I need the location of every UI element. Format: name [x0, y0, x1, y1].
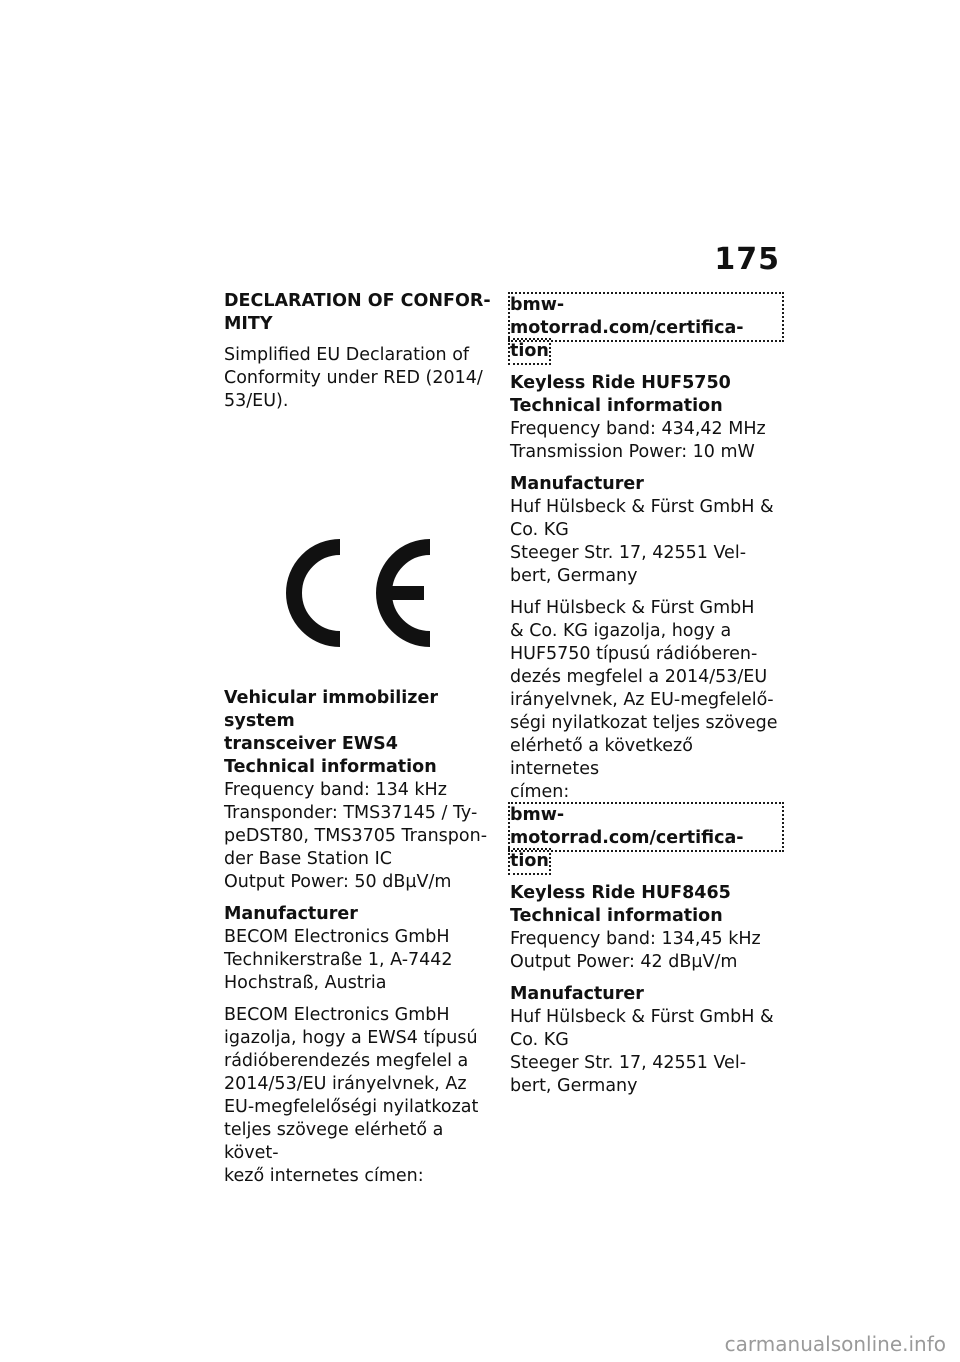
ews4-tech-heading: Technical information [224, 757, 437, 777]
ews4-heading: Vehicular immobilizer system transceiver EWS4 [224, 688, 438, 754]
huf8465-manufacturer-address: Huf Hülsbeck & Fürst GmbH & Co. KG Steeger Str. 17, 42551 Vel- bert, Germany [510, 1007, 774, 1096]
ce-mark-icon [278, 537, 434, 649]
huf8465-manufacturer-heading: Manufacturer [510, 984, 644, 1004]
huf5750-tech-heading: Technical information [510, 396, 723, 416]
huf5750-heading: Keyless Ride HUF5750 [510, 373, 731, 393]
huf8465-tech-heading: Technical information [510, 906, 723, 926]
right-column [510, 290, 782, 1098]
certification-link-2[interactable]: bmw-motorrad.com/certifica- tion [510, 804, 782, 873]
huf5750-manufacturer-heading: Manufacturer [510, 474, 644, 494]
ews4-conformity-statement: BECOM Electronics GmbH igazolja, hogy a EWS4 típusú rádióberendezés megfelel a 2014/53/EU irányelvnek, Az EU-megfelelőségi nyilatkozat teljes szövege elérhető a követ- kező internetes címen: [224, 1005, 479, 1186]
huf8465-heading: Keyless Ride HUF8465 [510, 883, 731, 903]
left-column [224, 290, 492, 1188]
huf5750-tech-info: Frequency band: 434,42 MHz Transmission Power: 10 mW [510, 419, 766, 462]
huf8465-tech-info: Frequency band: 134,45 kHz Output Power: 42 dBµV/m [510, 929, 761, 972]
certification-link-1[interactable]: bmw-motorrad.com/certifica- tion [510, 294, 782, 363]
declaration-heading: DECLARATION OF CONFOR- MITY [224, 291, 491, 334]
watermark: carmanualsonline.info [724, 1332, 946, 1356]
ews4-manufacturer-address: BECOM Electronics GmbH Technikerstraße 1, A-7442 Hochstraß, Austria [224, 927, 453, 993]
ews4-tech-info: Frequency band: 134 kHz Transponder: TMS37145 / Ty- peDST80, TMS3705 Transpon- der Base Station IC Output Power: 50 dBµV/m [224, 780, 488, 892]
huf5750-manufacturer-address: Huf Hülsbeck & Fürst GmbH & Co. KG Steeger Str. 17, 42551 Vel- bert, Germany [510, 497, 774, 586]
declaration-text: Simplified EU Declaration of Conformity under RED (2014/ 53/EU). [224, 345, 483, 411]
ews4-manufacturer-heading: Manufacturer [224, 904, 358, 924]
huf5750-conformity-statement: Huf Hülsbeck & Fürst GmbH & Co. KG igazolja, hogy a HUF5750 típusú rádióberen- dezés megfelel a 2014/53/EU irányelvnek, Az EU-megfelelő- ségi nyilatkozat teljes szövege elérhető a következő internetes címen: [510, 598, 778, 802]
page-number: 175 [714, 242, 780, 277]
